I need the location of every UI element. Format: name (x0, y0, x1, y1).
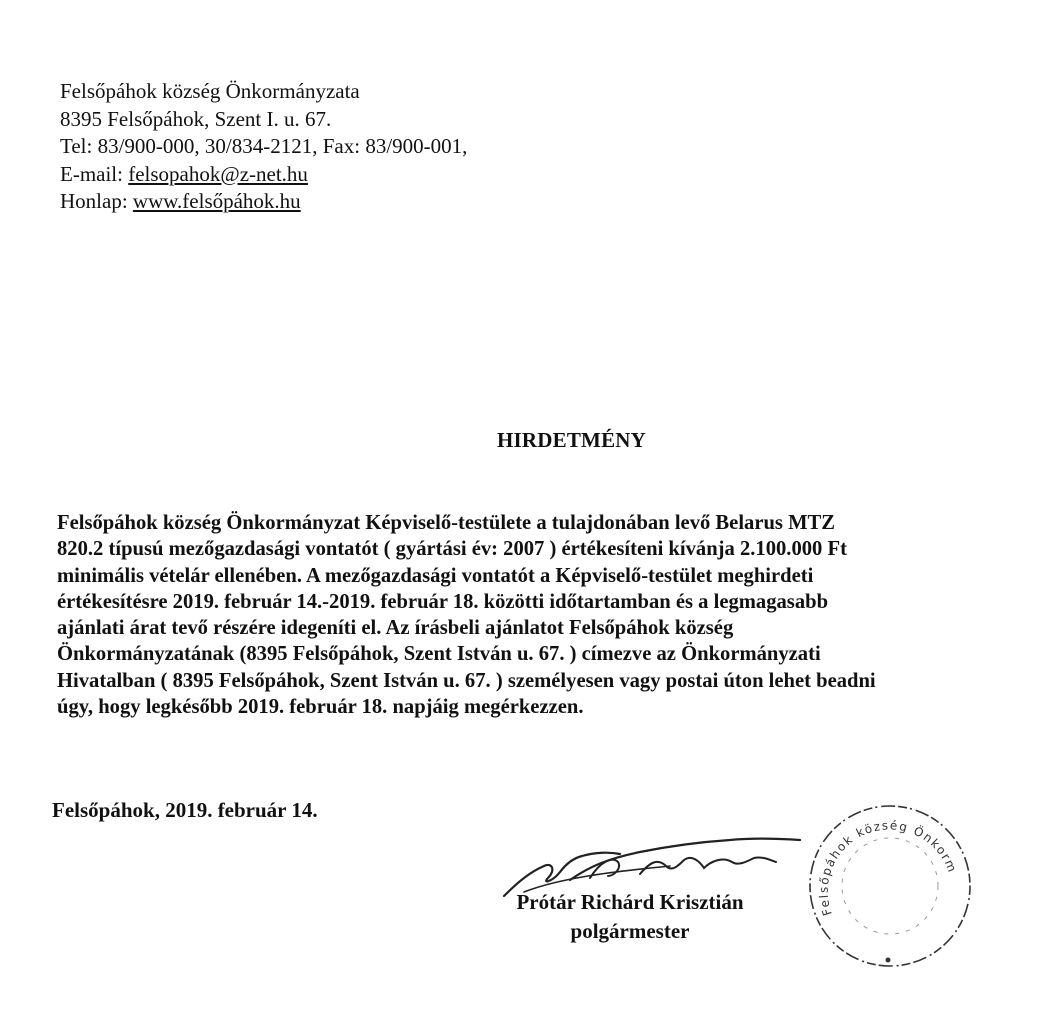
body-line: Önkormányzatának (8395 Felsőpáhok, Szent István u. 67. ) címezve az Önkormányzati (57, 643, 821, 666)
signer-block (470, 888, 790, 946)
body-line: minimális vételár ellenében. A mezőgazdasági vontatót a Képviselő-testület meghirdeti (57, 564, 814, 587)
email-label: E-mail: (60, 161, 129, 186)
contact-email-row (60, 161, 467, 189)
signer-name: Prótár Richárd Krisztián (516, 890, 744, 914)
letterhead (60, 78, 467, 216)
body-line: Felsőpáhok község Önkormányzat Képviselő-testülete a tulajdonában levő Belarus MTZ (57, 512, 835, 534)
body-line: 820.2 típusú mezőgazdasági vontatót ( gyártási év: 2007 ) értékesíteni kívánja 2.100.000 Ft (57, 538, 847, 561)
stamp-lettering: Felsőpáhok község Önkorm (816, 818, 960, 918)
svg-text:Felsőpáhok község Önkorm (817, 818, 960, 917)
contact-phone-fax: Tel: 83/900-000, 30/834-2121, Fax: 83/900-001, (60, 134, 468, 158)
body-line: ajánlati árat tevő részére idegeníti el. Az írásbeli ajánlatot Felsőpáhok község (57, 617, 734, 640)
signer-title: polgármester (570, 919, 690, 943)
notice-body (57, 510, 1057, 720)
body-line: úgy, hogy legkésőbb 2019. február 18. napjáig megérkezzen. (57, 696, 584, 719)
web-link[interactable]: www.felsőpáhok.hu (132, 189, 301, 213)
email-link[interactable]: felsopahok@z-net.hu (128, 161, 308, 186)
contact-web-row (60, 188, 467, 216)
org-address: 8395 Felsőpáhok, Szent I. u. 67. (60, 106, 332, 131)
web-label: Honlap: (60, 189, 133, 213)
place-date: Felsőpáhok, 2019. február 14. (52, 798, 318, 822)
official-seal-stamp (800, 796, 980, 976)
body-line: Hivatalban ( 8395 Felsőpáhok, Szent István u. 67. ) személyesen vagy postai úton lehet beadni (57, 669, 876, 692)
document-title: HIRDETMÉNY (497, 428, 647, 452)
org-name: Felsőpáhok község Önkormányzata (60, 79, 360, 103)
body-line: értékesítésre 2019. február 14.-2019. február 18. közötti időtartamban és a legmagasabb (57, 590, 829, 613)
